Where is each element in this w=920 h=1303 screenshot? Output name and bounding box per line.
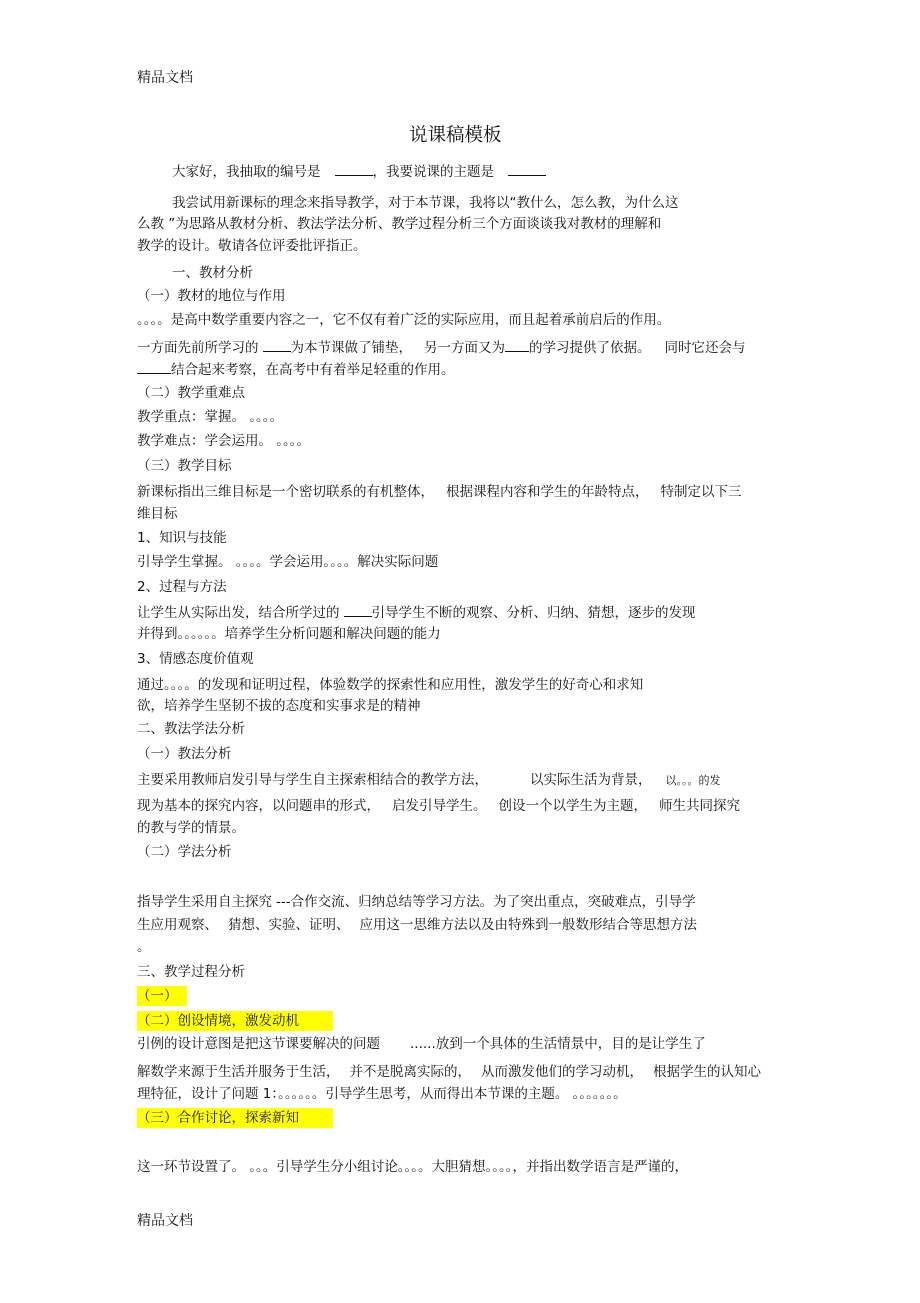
text: 结合起来考察，在高考中有着举足轻重的作用。: [171, 362, 455, 378]
intro-line-1: 我尝试用新课标的理念来指导教学，对于本节课，我将以“教什么，怎么教，为什么这: [172, 195, 679, 211]
text: 的学习提供了依据。: [529, 340, 651, 356]
number-blank: [335, 162, 373, 176]
section-2-sub2: （二）学法分析: [137, 844, 232, 860]
text: 引导学生不断的观察、分析、归纳、猜想，逐步的发现: [371, 605, 696, 621]
step-2-heading: [137, 1011, 333, 1031]
intro-text-a: 大家好，我抽取的编号是: [172, 164, 321, 180]
goal-1-heading: 1、知识与技能: [137, 530, 227, 546]
blank-line: [505, 338, 529, 352]
text: 启发引导学生。: [392, 798, 487, 814]
text: 以。。。的发: [665, 774, 721, 787]
text: 现为基本的探究内容，以问题串的形式，: [137, 798, 380, 814]
section-1-sub1-line2: [137, 338, 746, 357]
goal-2-line1: [137, 603, 696, 622]
text: 根据课程内容和学生的年龄特点，: [446, 484, 649, 500]
goal-3-line1: 通过。。。。的发现和证明过程，体验数学的探索性和应用性，激发学生的好奇心和求知: [137, 677, 644, 693]
page-footer: 精品文档: [137, 1213, 193, 1229]
step-3-heading: [137, 1108, 333, 1128]
page-header: 精品文档: [137, 70, 193, 86]
intro-text-b: ，我要说课的主题是: [372, 164, 494, 180]
section-2-heading: 二、教法学法分析: [137, 721, 245, 737]
text: ......放到一个具体的生活情景中，目的是让学生了: [410, 1036, 706, 1052]
step-2-line3: 理特征，设计了问题 1：。。。。。。引导学生思考，从而得出本节课的主题。 。。。。。。。: [137, 1086, 627, 1102]
highlight: （一）: [137, 986, 187, 1006]
section-1-heading: 一、教材分析: [172, 265, 253, 281]
section-2-sub1: （一）教法分析: [137, 746, 232, 762]
step-2-line1: [137, 1035, 706, 1053]
section-2-sub2-line1: [137, 893, 696, 911]
text: 以实际生活为背景，: [530, 772, 652, 788]
text: 创设一个以学生为主题，: [498, 798, 647, 814]
blank-line: [344, 603, 372, 617]
blank-line: [263, 338, 291, 352]
text: 新课标指出三维目标是一个密切联系的有机整体，: [137, 484, 434, 500]
blank-line: [137, 360, 171, 374]
text: 生应用观察、: [137, 917, 218, 933]
topic-blank: [508, 162, 546, 176]
document-title: 说课稿模板: [409, 125, 502, 146]
text: 解数学来源于生活并服务于生活，: [137, 1064, 340, 1080]
text: 为本节课做了铺垫，: [290, 340, 412, 356]
goal-3-heading: 3、情感态度价值观: [137, 651, 254, 667]
section-3-heading: 三、教学过程分析: [137, 964, 245, 980]
section-1-sub3-line2: 维目标: [137, 506, 178, 522]
step-1-heading: [137, 986, 187, 1006]
text: 从而激发他们的学习动机，: [481, 1064, 643, 1080]
text: 根据学生的认知心: [653, 1064, 761, 1080]
intro-line-3: 教学的设计。敬请各位评委批评指正。: [137, 238, 367, 254]
text: 特制定以下三: [660, 484, 742, 500]
goal-2-heading: 2、过程与方法: [137, 579, 227, 595]
text: 让学生从实际出发，结合所学过的: [137, 605, 340, 621]
step-2-line2: [137, 1063, 761, 1081]
text: 引例的设计意图是把这节课要解决的问题: [137, 1036, 380, 1052]
step-3-line1: 这一环节设置了。 。。。引导学生分小组讨论。。。。大胆猜想。。。。，并指出数学语言是严谨的，: [137, 1159, 689, 1175]
section-2-sub2-line3: 。: [137, 939, 151, 955]
section-1-sub3-line1: [137, 483, 742, 501]
goal-3-line2: 欲，培养学生坚韧不拔的态度和实事求是的精神: [137, 698, 421, 714]
section-2-sub1-line1: [137, 771, 721, 790]
text: 应用这一思维方法以及由特殊到一般数形结合等思想方法: [359, 917, 697, 933]
goal-1-line1: 引导学生掌握。 。。。。学会运用。。。。解决实际问题: [137, 554, 439, 570]
section-1-sub3: （三）教学目标: [137, 458, 232, 474]
text: 一方面先前所学习的: [137, 340, 259, 356]
section-2-sub1-line3: 的教与学的情景。: [137, 820, 245, 836]
goal-2-line2: 并得到。。。。。。培养学生分析问题和解决问题的能力: [137, 626, 441, 642]
section-2-sub2-line2: [137, 916, 697, 934]
text: 主要采用教师启发引导与学生自主探索相结合的教学方法，: [137, 772, 488, 788]
section-1-sub1-line1: 。。。。是高中数学重要内容之一，它不仅有着广泛的实际应用，而且起着承前启后的作用。: [137, 312, 671, 328]
text: 同时它还会与: [664, 340, 746, 356]
text: 猜想、实验、证明、: [228, 917, 350, 933]
section-1-sub1: （一）教材的地位与作用: [137, 288, 286, 304]
section-1-sub2-line1: 教学重点：掌握。 。。。。: [137, 409, 284, 425]
intro-line-2: 么教 ”为思路从教材分析、教法学法分析、教学过程分析三个方面谈谈我对教材的理解和: [137, 216, 662, 232]
section-1-sub1-line3: [137, 360, 455, 379]
section-1-sub2: （二）教学重难点: [137, 385, 245, 401]
section-1-sub2-line2: 教学难点：学会运用。 。。。。: [137, 433, 311, 449]
text: 指导学生采用自主探究: [137, 894, 272, 910]
text: 并不是脱离实际的，: [349, 1064, 471, 1080]
highlight: （三）合作讨论，探索新知: [137, 1108, 333, 1128]
text: ---合作交流、归纳总结等学习方法。为了突出重点，突破难点，引导学: [276, 894, 696, 910]
text: 师生共同探究: [659, 798, 740, 814]
text: 另一方面又为: [424, 340, 505, 356]
section-2-sub1-line2: [137, 797, 740, 815]
highlight: （二）创设情境，激发动机: [137, 1011, 333, 1031]
intro-paragraph-1: [172, 162, 546, 181]
